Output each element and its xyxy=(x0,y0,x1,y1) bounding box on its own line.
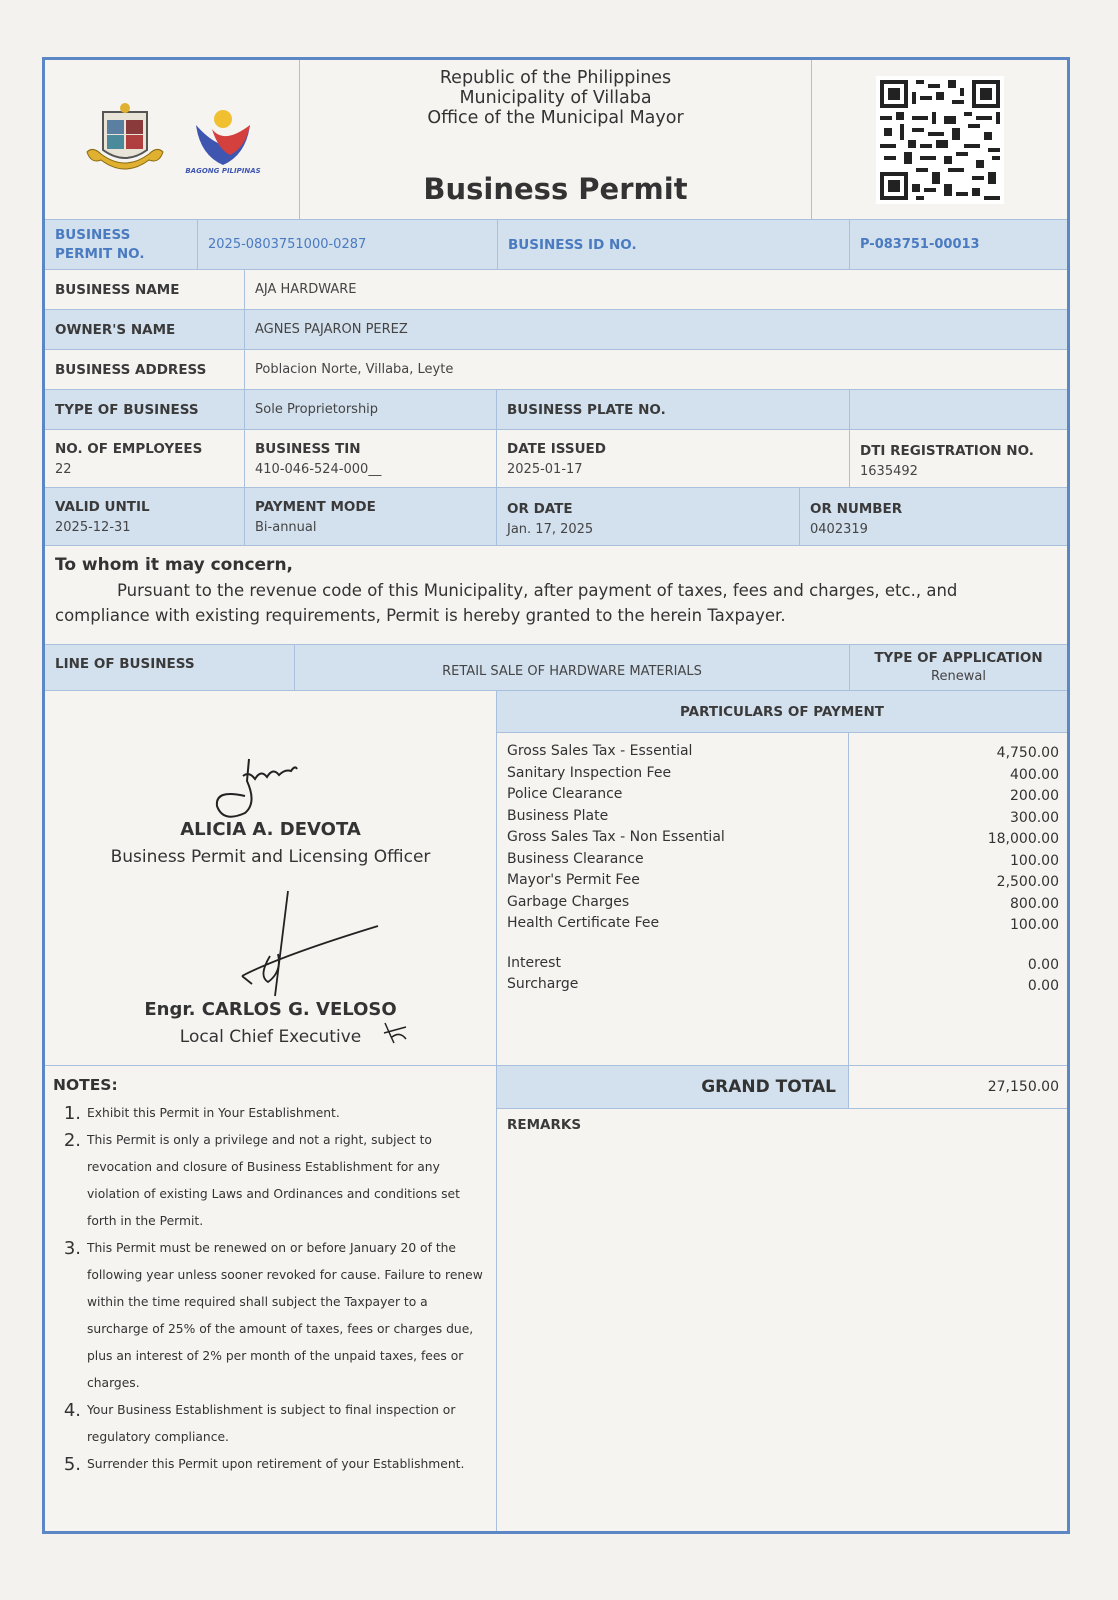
or-number-cell xyxy=(800,488,1067,545)
address-value: Poblacion Norte, Villaba, Leyte xyxy=(255,362,454,377)
application-type-label: TYPE OF APPLICATION xyxy=(874,650,1043,666)
business-name-value-cell xyxy=(245,270,1067,309)
payment-item-label: Garbage Charges xyxy=(507,893,630,910)
payment-items xyxy=(497,733,849,1065)
type-label: TYPE OF BUSINESS xyxy=(55,401,199,418)
dti-cell xyxy=(850,430,1067,487)
payment-header xyxy=(497,691,1067,733)
permit-no-label-cell xyxy=(45,220,198,269)
payment-item-label: Business Plate xyxy=(507,807,609,824)
validity-row xyxy=(45,488,1067,546)
payment-item-label: Police Clearance xyxy=(507,786,623,802)
owner-value: AGNES PAJARON PEREZ xyxy=(255,322,408,337)
payment-item-label: Sanitary Inspection Fee xyxy=(507,764,672,781)
business-id-label-cell xyxy=(498,220,850,269)
employees-cell xyxy=(45,430,245,487)
payment-item-amount: 100.00 xyxy=(1010,917,1059,933)
note-number: 5. xyxy=(63,1454,81,1475)
notes-section xyxy=(45,1066,497,1531)
initial-mark-icon xyxy=(380,1019,410,1045)
employees-value: 22 xyxy=(55,462,72,477)
line-of-business-value-cell xyxy=(295,645,850,690)
permit-no-value: 2025-0803751000-0287 xyxy=(208,237,367,252)
line-of-business-label: LINE OF BUSINESS xyxy=(55,656,195,672)
payment-item-amount: 800.00 xyxy=(1010,895,1059,912)
address-value-cell xyxy=(245,350,1067,389)
surcharge-amount: 0.00 xyxy=(1027,978,1059,994)
header-line-republic: Republic of the Philippines xyxy=(439,68,672,88)
line-of-business-value: RETAIL SALE OF HARDWARE MATERIALS xyxy=(442,664,702,679)
business-permit-document xyxy=(42,57,1070,1534)
grand-total-label: GRAND TOTAL xyxy=(497,1066,849,1109)
payment-item-label: Health Certificate Fee xyxy=(507,915,660,931)
permit-header xyxy=(45,60,1067,220)
permit-no-label: BUSINESS PERMIT NO. xyxy=(55,226,145,262)
plate-value-cell xyxy=(850,390,1067,429)
type-value-cell xyxy=(245,390,497,429)
payment-item-amount: 300.00 xyxy=(1010,809,1059,826)
address-label-cell xyxy=(45,350,245,389)
dti-label: DTI REGISTRATION NO. xyxy=(860,443,1034,459)
payment-mode-label: PAYMENT MODE xyxy=(255,499,376,515)
business-name-value: AJA HARDWARE xyxy=(255,282,357,297)
valid-until-label: VALID UNTIL xyxy=(55,499,150,515)
or-number-value: 0402319 xyxy=(810,522,868,537)
concern-body: Pursuant to the revenue code of this Municipality, after payment of taxes, fees and charges, etc., and compliance with existing requirements, Permit is hereby granted to the herein Taxpayer. xyxy=(55,581,958,625)
note-number: 1. xyxy=(63,1103,81,1124)
note-text: This Permit is only a privilege and not a right, subject to revocation and closure of Business Establishment for any violation of existing Laws and Ordinances and conditions set forth in the Permit. xyxy=(87,1133,460,1228)
remarks-label: REMARKS xyxy=(507,1117,582,1133)
payment-item-amount: 100.00 xyxy=(1010,852,1059,869)
header-line-municipality: Municipality of Villaba xyxy=(459,88,652,108)
plate-label-cell xyxy=(497,390,850,429)
type-value: Sole Proprietorship xyxy=(255,402,379,417)
application-type-value: Renewal xyxy=(931,669,986,684)
date-issued-label: DATE ISSUED xyxy=(507,441,606,457)
note-text: Surrender this Permit upon retirement of your Establishment. xyxy=(87,1457,465,1471)
or-date-cell xyxy=(497,488,800,545)
payment-item-amount: 400.00 xyxy=(1010,766,1059,783)
header-line-office: Office of the Municipal Mayor xyxy=(427,108,684,128)
header-center xyxy=(300,60,812,219)
payment-item-label: Gross Sales Tax - Non Essential xyxy=(507,829,725,845)
note-text: Your Business Establishment is subject to final inspection or regulatory compliance. xyxy=(87,1403,456,1444)
or-date-value: Jan. 17, 2025 xyxy=(507,522,594,537)
note-text: This Permit must be renewed on or before January 20 of the following year unless sooner revoked for cause. Failure to renew within the time required shall subject the Taxpayer to a surcharge of 25% of the amount of taxes, fees or charges due, plus an interest of 2% per month of the unpaid taxes, fees or charges. xyxy=(87,1241,483,1390)
payment-item-label: Business Clearance xyxy=(507,850,644,867)
owner-label-cell xyxy=(45,310,245,349)
permit-number-row xyxy=(45,220,1067,270)
business-name-row xyxy=(45,270,1067,310)
bagong-pilipinas-caption: BAGONG PILIPINAS xyxy=(185,166,261,175)
payment-mode-cell xyxy=(245,488,497,545)
page-title: Business Permit xyxy=(423,172,688,206)
signatory-2-title: Local Chief Executive xyxy=(179,1027,362,1047)
valid-until-cell xyxy=(45,488,245,545)
municipal-seal-icon xyxy=(83,100,167,180)
dti-value: 1635492 xyxy=(860,464,918,479)
permit-no-value-cell xyxy=(198,220,498,269)
address-row xyxy=(45,350,1067,390)
qr-code-icon xyxy=(876,76,1004,204)
payment-item-amount: 18,000.00 xyxy=(987,831,1059,847)
business-name-label-cell xyxy=(45,270,245,309)
surcharge-label: Surcharge xyxy=(507,976,579,992)
tin-label: BUSINESS TIN xyxy=(255,441,361,457)
payment-item-amount: 200.00 xyxy=(1010,788,1059,804)
owner-row xyxy=(45,310,1067,350)
note-text: Exhibit this Permit in Your Establishment. xyxy=(87,1106,340,1120)
signature-veloso-icon xyxy=(230,886,390,1006)
application-type-cell xyxy=(850,645,1067,690)
payment-table xyxy=(497,733,1067,1066)
note-item xyxy=(53,1451,488,1478)
signature-devota-icon xyxy=(205,751,335,821)
bagong-pilipinas-icon xyxy=(190,105,256,167)
employees-row xyxy=(45,430,1067,488)
bagong-pilipinas-logo xyxy=(185,105,260,175)
payment-item-amount: 2,500.00 xyxy=(996,874,1059,890)
payment-item-label: Mayor's Permit Fee xyxy=(507,872,640,888)
valid-until-value: 2025-12-31 xyxy=(55,520,131,535)
business-name-label: BUSINESS NAME xyxy=(55,281,180,298)
note-item xyxy=(53,1397,488,1451)
signatory-1-title: Business Permit and Licensing Officer xyxy=(110,847,431,867)
business-id-value-cell xyxy=(850,220,1067,269)
tin-cell xyxy=(245,430,497,487)
concern-section xyxy=(45,547,1067,645)
interest-amount: 0.00 xyxy=(1027,956,1059,973)
payment-mode-value: Bi-annual xyxy=(255,520,317,535)
note-item xyxy=(53,1100,488,1127)
concern-heading: To whom it may concern, xyxy=(55,555,293,575)
date-issued-cell xyxy=(497,430,850,487)
interest-label: Interest xyxy=(507,954,561,971)
date-issued-value: 2025-01-17 xyxy=(507,462,583,477)
payment-item-label: Gross Sales Tax - Essential xyxy=(507,743,693,759)
or-number-label: OR NUMBER xyxy=(810,501,903,517)
owner-value-cell xyxy=(245,310,1067,349)
employees-label: NO. OF EMPLOYEES xyxy=(55,441,203,457)
line-of-business-row xyxy=(45,645,1067,691)
business-id-value: P-083751-00013 xyxy=(860,237,980,252)
notes-heading: NOTES: xyxy=(53,1076,118,1094)
grand-total-value: 27,150.00 xyxy=(849,1066,1067,1109)
owner-label: OWNER'S NAME xyxy=(55,321,176,338)
remarks-section xyxy=(497,1109,1067,1531)
plate-label: BUSINESS PLATE NO. xyxy=(507,401,666,418)
type-row xyxy=(45,390,1067,430)
address-label: BUSINESS ADDRESS xyxy=(55,361,207,378)
payment-item-amount: 4,750.00 xyxy=(996,745,1059,761)
logos xyxy=(45,60,300,219)
note-item xyxy=(53,1235,488,1397)
payment-header-label: PARTICULARS OF PAYMENT xyxy=(679,703,884,720)
signatory-2-name: Engr. CARLOS G. VELOSO xyxy=(144,999,397,1020)
signatures-section xyxy=(45,691,497,1066)
tin-value: 410-046-524-000__ xyxy=(255,462,382,477)
note-number: 3. xyxy=(63,1238,81,1259)
line-of-business-label-cell xyxy=(45,645,295,690)
payment-amounts xyxy=(849,733,1067,1065)
note-item xyxy=(53,1127,488,1235)
note-number: 2. xyxy=(63,1130,81,1151)
type-label-cell xyxy=(45,390,245,429)
qr-code-cell xyxy=(812,60,1067,219)
note-number: 4. xyxy=(63,1400,81,1421)
or-date-label: OR DATE xyxy=(507,501,573,517)
signatory-1-name: ALICIA A. DEVOTA xyxy=(180,819,361,840)
business-id-label: BUSINESS ID NO. xyxy=(508,236,637,253)
